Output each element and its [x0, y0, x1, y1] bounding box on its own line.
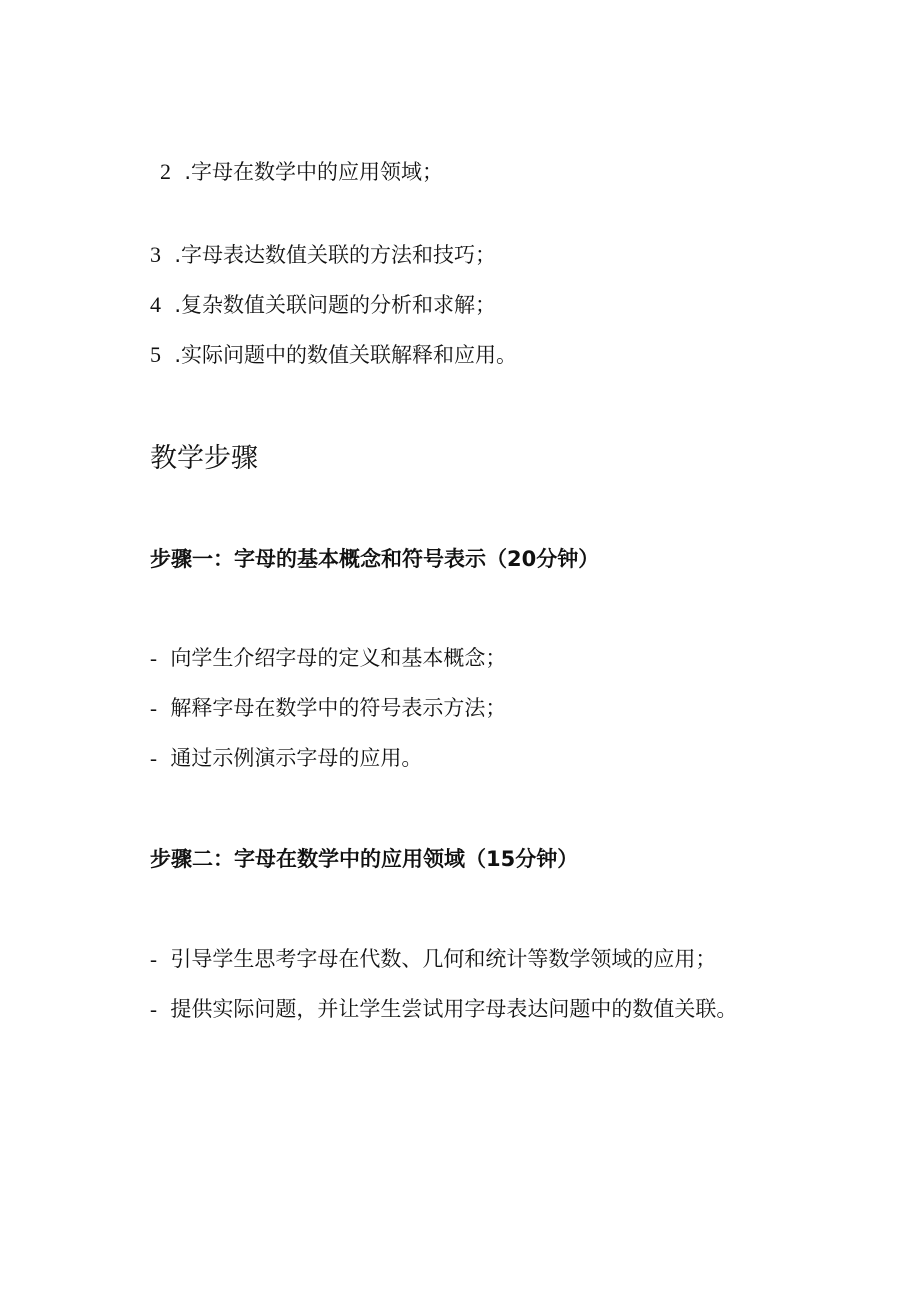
list-number: 3 [150, 242, 161, 267]
bullet-item [150, 694, 506, 722]
section-heading: 教学步骤 [150, 443, 258, 474]
bullet-item [150, 945, 716, 973]
bullet-item [150, 995, 737, 1023]
bullet-dash: - [150, 646, 157, 670]
bullet-dash: - [150, 696, 157, 720]
bullet-dash: - [150, 947, 157, 971]
bullet-text: 引导学生思考字母在代数、几何和统计等数学领域的应用； [170, 947, 717, 971]
bullet-item [150, 744, 422, 772]
bullet-text: 提供实际问题，并让学生尝试用字母表达问题中的数值关联。 [170, 997, 738, 1021]
list-text: .实际问题中的数值关联解释和应用。 [174, 343, 518, 367]
bullet-item [150, 644, 506, 672]
bullet-text: 解释字母在数学中的符号表示方法； [170, 696, 507, 720]
list-item [150, 341, 517, 369]
list-number: 2 [160, 159, 171, 184]
list-item [150, 241, 496, 269]
list-item [160, 158, 443, 186]
step-two-title: 步骤二：字母在数学中的应用领域（15分钟） [150, 847, 579, 871]
list-number: 4 [150, 292, 161, 317]
list-text: .字母表达数值关联的方法和技巧； [174, 243, 497, 267]
list-text: .复杂数值关联问题的分析和求解； [174, 293, 497, 317]
bullet-dash: - [150, 746, 157, 770]
bullet-dash: - [150, 997, 157, 1021]
list-item [150, 291, 496, 319]
bullet-text: 向学生介绍字母的定义和基本概念； [170, 646, 507, 670]
step-one-title: 步骤一：字母的基本概念和符号表示（20分钟） [150, 547, 600, 571]
list-text: .字母在数学中的应用领域； [184, 160, 444, 184]
list-number: 5 [150, 342, 161, 367]
bullet-text: 通过示例演示字母的应用。 [170, 746, 423, 770]
